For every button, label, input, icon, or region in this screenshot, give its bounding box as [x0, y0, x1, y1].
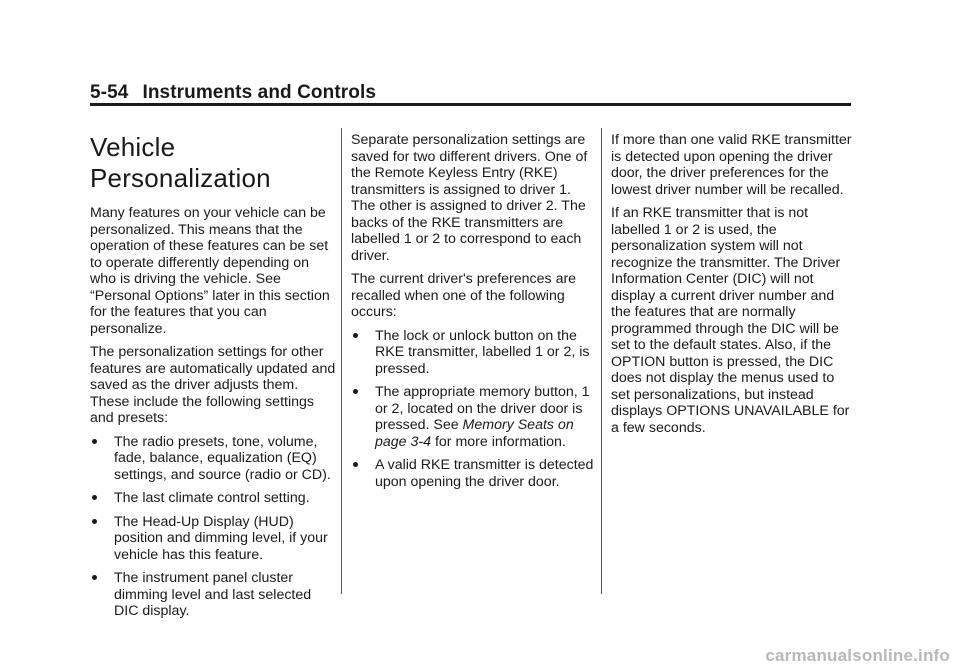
list-item	[90, 514, 336, 564]
list-item-text: The lock or unlock button on the RKE transmitter, labelled 1 or 2, is pressed.	[375, 327, 590, 377]
list-item	[90, 570, 336, 620]
header-rule	[90, 103, 851, 106]
list-item-text: The Head-Up Display (HUD) position and dimming level, if your vehicle has this feature.	[114, 513, 328, 563]
list-item-text: The last climate control setting.	[114, 490, 310, 506]
watermark: carmanualsonline.info	[765, 646, 950, 665]
section-title-line-2: Personalization	[90, 163, 271, 193]
list-item	[351, 328, 597, 378]
column-3	[611, 132, 857, 443]
list-item-text: The instrument panel cluster dimming level and last selected DIC display.	[114, 570, 312, 619]
bullet-icon	[353, 389, 358, 394]
bullet-icon	[92, 439, 97, 444]
intro-paragraph: Many features on your vehicle can be personalized. This means that the operation of these features can be set to operate differently depending on who is driving the vehicle. See “Personal Options” later in this section for the features that you can personalize.	[90, 205, 330, 337]
list-item	[351, 384, 597, 450]
unlabelled-transmitter-paragraph: If an RKE transmitter that is not labelled 1 or 2 is used, the personalization system will not recognize the transmitter. The Driver Information Center (DIC) will not display a current driver number and the features that are normally programmed through the DIC will be set to the default states. Also, if the OPTION button is pressed, the DIC does not display the menus used to set personalizations, but instead displays OPTIONS UNAVAILABLE for a few seconds.	[611, 205, 850, 436]
recall-list	[351, 328, 597, 491]
section-title-line-1: Vehicle	[90, 132, 176, 162]
list-item-text: The radio presets, tone, volume, fade, balance, equalization (EQ) settings, and source (radio or CD).	[114, 433, 331, 483]
settings-paragraph: The personalization settings for other features are automatically updated and saved as the driver adjusts them. These include the following settings and presets:	[90, 344, 336, 426]
bullet-icon	[92, 519, 97, 524]
list-item	[90, 434, 336, 484]
bullet-icon	[92, 575, 97, 580]
chapter-title: Instruments and Controls	[142, 82, 377, 103]
drivers-paragraph: Separate personalization settings are saved for two different drivers. One of the Remote Keyless Entry (RKE) transmitters is assigned to driver 1. The other is assigned to driver 2. The backs of the RKE transmitters are labelled 1 or 2 to correspond to each driver.	[351, 132, 588, 264]
bullet-icon	[353, 462, 358, 467]
multiple-transmitter-paragraph: If more than one valid RKE transmitter is detected upon opening the driver door, the driver preferences for the lowest driver number will be recalled.	[611, 132, 852, 198]
recall-paragraph: The current driver's preferences are recalled when one of the following occurs:	[351, 271, 577, 320]
bullet-icon	[92, 495, 97, 500]
list-item-text-end: for more information.	[431, 433, 566, 450]
section-title	[90, 132, 336, 194]
column-divider-1	[341, 128, 342, 594]
list-item	[351, 457, 597, 490]
settings-list	[90, 434, 336, 620]
column-divider-2	[601, 128, 602, 594]
column-2	[351, 132, 597, 497]
memory-seats-link[interactable]: Memory Seats on page 3-4	[375, 417, 574, 450]
page-number: 5-54	[90, 82, 129, 103]
list-item	[90, 490, 336, 507]
list-item-text: The appropriate memory button, 1 or 2, located on the driver door is pressed. See	[375, 384, 590, 433]
list-item-text: A valid RKE transmitter is detected upon opening the driver door.	[375, 457, 594, 490]
page-header	[90, 82, 376, 104]
bullet-icon	[353, 333, 358, 338]
column-1	[90, 132, 336, 627]
